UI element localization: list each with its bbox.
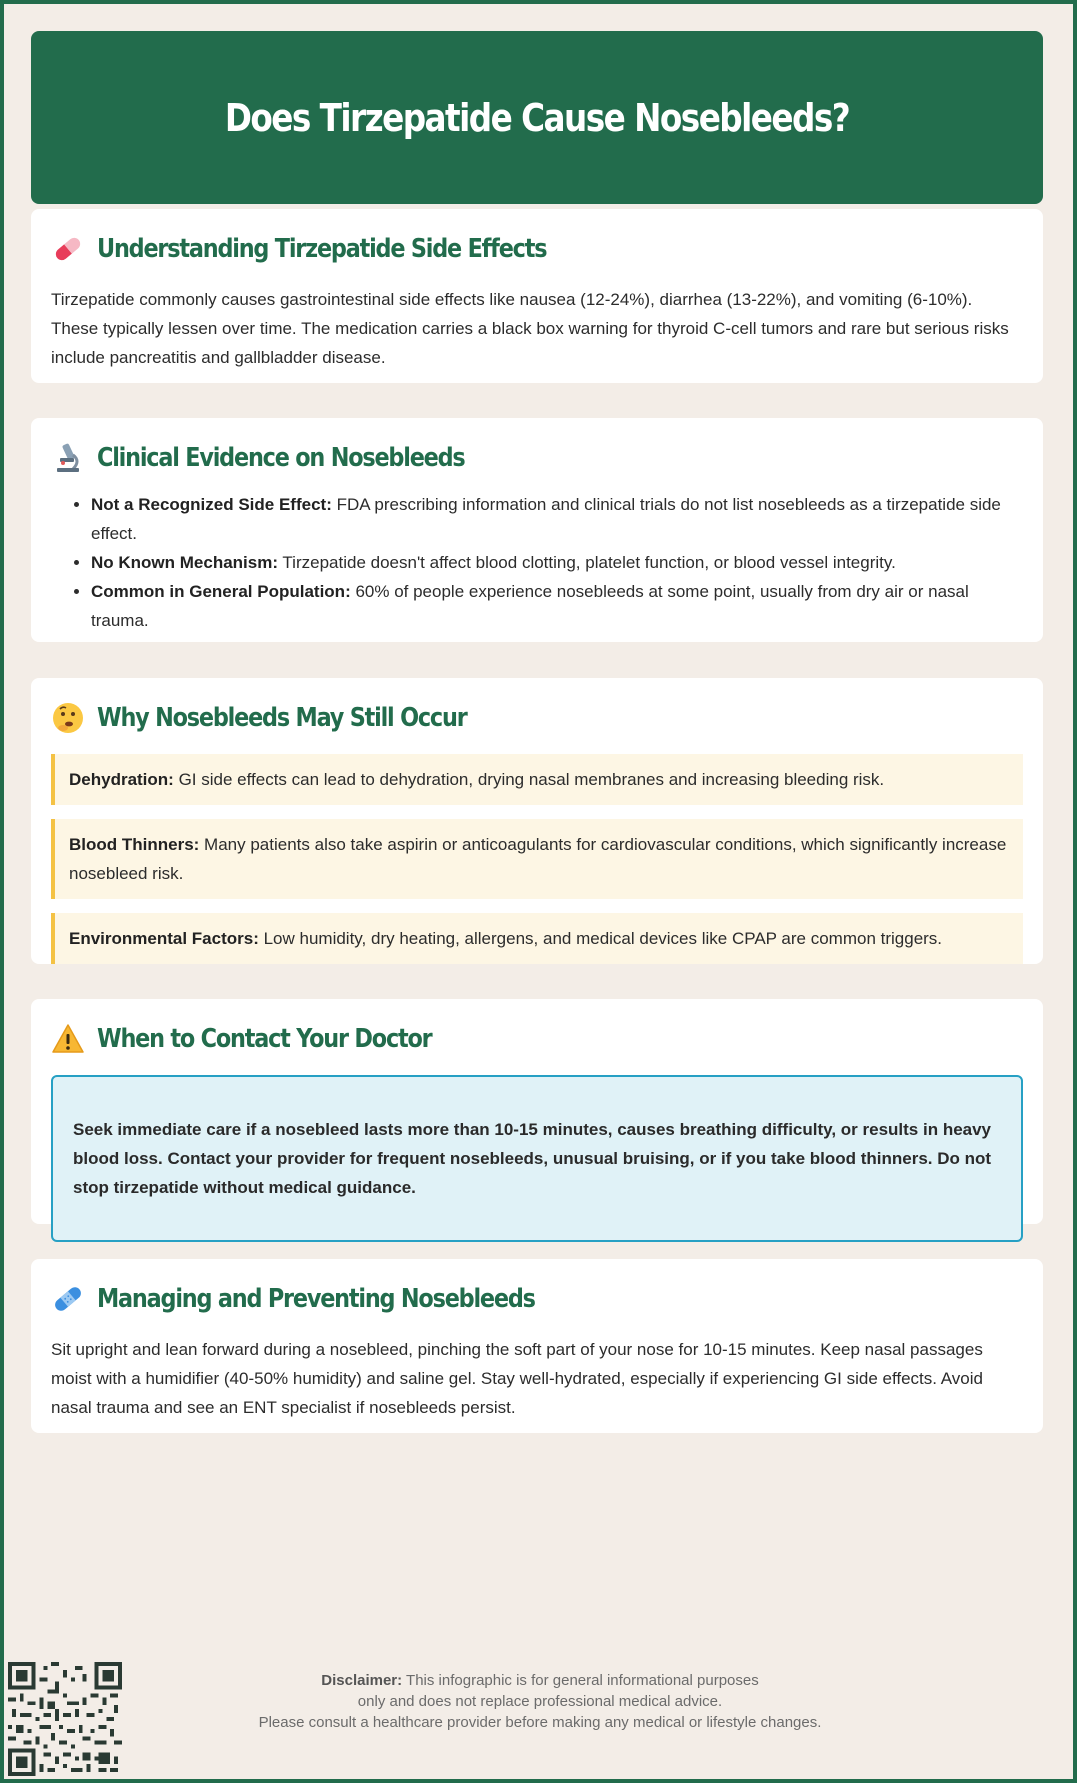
section-text: Sit upright and lean forward during a nosebleed, pinching the soft part of your nose for 10-15 minutes. Keep nasal passages moist with a humidifier (40-50% humidity) and saline gel. Stay well-hydrated, especially if experiencing GI side effects. Avoid nasal trauma and see an ENT specialist if nosebleeds persist. — [51, 1340, 983, 1417]
why-occur-card — [31, 678, 1043, 964]
footer — [0, 1660, 1077, 1783]
section-heading — [51, 1017, 1023, 1061]
side-effects-card — [31, 209, 1043, 383]
section-heading — [51, 696, 1023, 740]
microscope-icon — [51, 441, 85, 475]
section-heading — [51, 1277, 1023, 1321]
list-item: • Not a Recognized Side Effect: FDA prescribing information and clinical trials do not list nosebleeds as a tirzepatide side effect. — [91, 490, 1023, 548]
clinical-evidence-card — [31, 418, 1043, 642]
list-item: • No Known Mechanism: Tirzepatide doesn't affect blood clotting, platelet function, or blood vessel integrity. — [91, 548, 1023, 577]
thinking-face-icon — [51, 701, 85, 735]
page-header — [31, 31, 1043, 204]
disclaimer: Disclaimer: This infographic is for general informational purposes only and does not replace professional medical advice. Please consult a healthcare provider before making any medical or lifestyle changes. — [258, 1672, 822, 1731]
pill-icon — [51, 232, 85, 266]
factor-item: Environmental Factors: Low humidity, dry heating, allergens, and medical devices like CPAP are common triggers. — [51, 913, 1023, 964]
section-title: Understanding Tirzepatide Side Effects — [97, 234, 547, 264]
section-heading — [51, 436, 1023, 480]
warning-callout: Seek immediate care if a nosebleed lasts more than 10-15 minutes, causes breathing difficulty, or results in heavy blood loss. Contact your provider for frequent nosebleeds, unusual bruising, or if you take blood thinners. Do not stop tirzepatide without medical guidance. — [51, 1075, 1023, 1242]
section-title: When to Contact Your Doctor — [97, 1024, 432, 1054]
factor-item: Blood Thinners: Many patients also take aspirin or anticoagulants for cardiovascular conditions, which significantly increase nosebleed risk. — [51, 819, 1023, 899]
disclaimer-label: Disclaimer: — [321, 1672, 403, 1689]
bandage-icon — [51, 1282, 85, 1316]
evidence-list — [51, 490, 1023, 635]
section-title: Why Nosebleeds May Still Occur — [97, 703, 467, 733]
section-text: Tirzepatide commonly causes gastrointestinal side effects like nausea (12-24%), diarrhea (13-22%), and vomiting (6-10%). These typically lessen over time. The medication carries a black box warning for thyroid C-cell tumors and rare but serious risks include pancreatitis and gallbladder disease. — [51, 290, 1009, 367]
factor-list — [51, 754, 1023, 964]
list-item: • Common in General Population: 60% of people experience nosebleeds at some point, usually from dry air or nasal trauma. — [91, 577, 1023, 635]
contact-doctor-card — [31, 999, 1043, 1224]
page-title: Does Tirzepatide Cause Nosebleeds? — [224, 95, 850, 140]
managing-card — [31, 1259, 1043, 1433]
warning-icon — [51, 1022, 85, 1056]
factor-item: Dehydration: GI side effects can lead to dehydration, drying nasal membranes and increasing bleeding risk. — [51, 754, 1023, 805]
qr-code-icon — [8, 1662, 122, 1776]
section-title: Managing and Preventing Nosebleeds — [97, 1284, 535, 1314]
section-title: Clinical Evidence on Nosebleeds — [97, 443, 465, 473]
section-heading — [51, 227, 1023, 271]
